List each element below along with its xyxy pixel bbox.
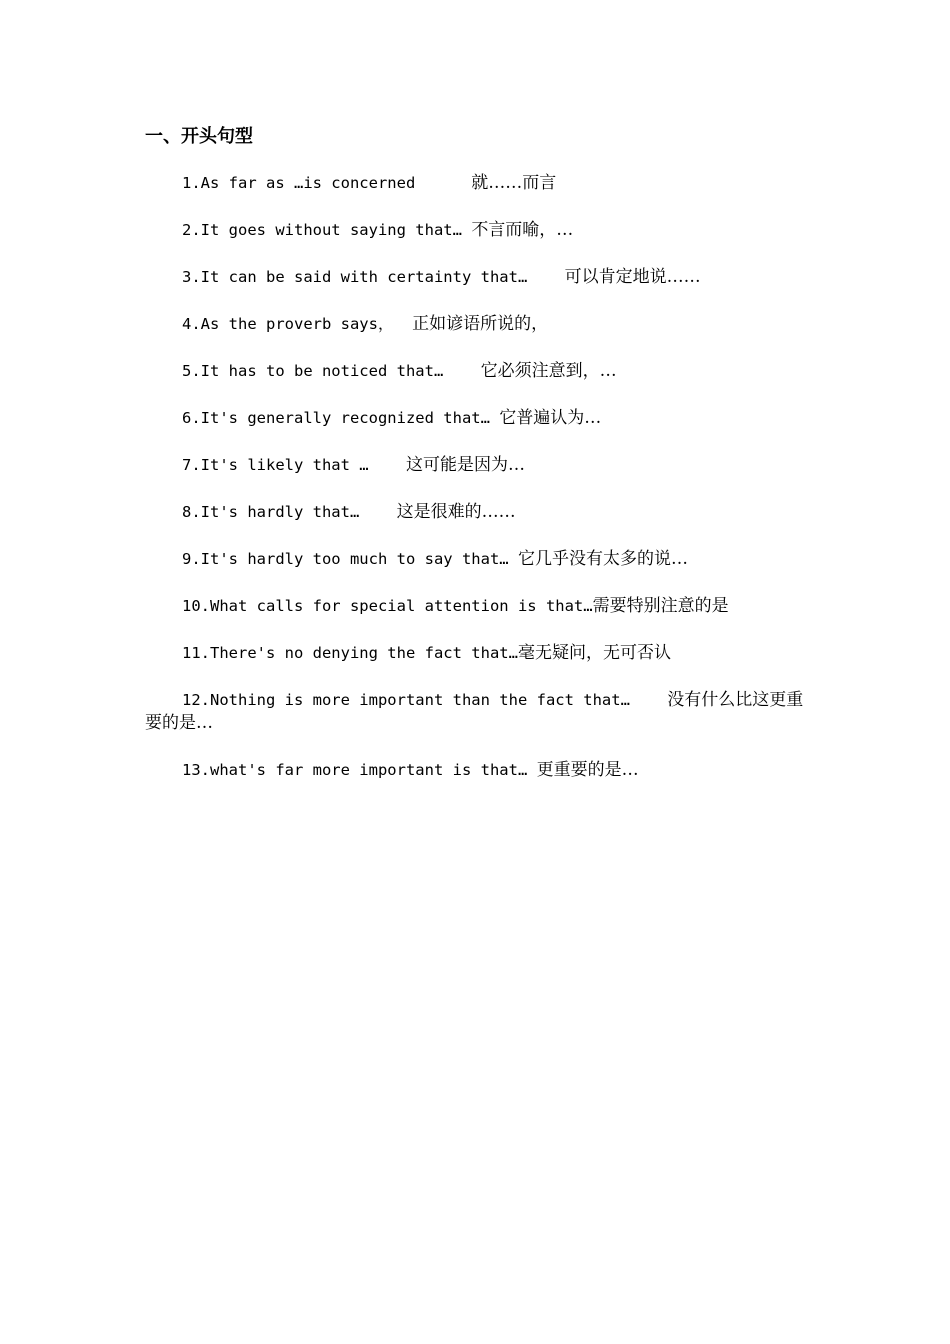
phrase-chinese: 可以肯定地说…… — [564, 267, 701, 287]
phrase-chinese: 它几乎没有太多的说… — [517, 549, 688, 569]
phrase-english: 4.As the proverb says， — [182, 315, 394, 333]
list-item — [145, 642, 810, 665]
list-item — [145, 548, 810, 571]
phrase-chinese: 就……而言 — [471, 173, 557, 193]
phrase-english: 7.It's likely that … — [182, 456, 369, 474]
list-item — [145, 313, 810, 336]
phrase-english: 3.It can be said with certainty that… — [182, 268, 528, 286]
list-item — [145, 172, 810, 195]
phrase-chinese: 没有什么比这更重要的是… — [145, 690, 804, 733]
list-item — [145, 689, 810, 735]
list-item — [145, 759, 810, 782]
phrase-chinese: 这是很难的…… — [396, 502, 516, 522]
phrase-chinese: 它普遍认为… — [499, 408, 602, 428]
phrase-english: 9.It's hardly too much to say that… — [182, 550, 509, 568]
phrase-chinese: 更重要的是… — [536, 760, 639, 780]
phrase-english: 12.Nothing is more important than the fact that… — [182, 691, 630, 709]
phrase-chinese: 不言而喻，… — [471, 220, 574, 240]
list-item — [145, 454, 810, 477]
list-item — [145, 595, 810, 618]
phrase-chinese: 正如谚语所说的， — [412, 314, 549, 334]
list-item — [145, 407, 810, 430]
list-item — [145, 501, 810, 524]
phrase-english: 1.As far as …is concerned — [182, 174, 416, 192]
phrase-english: 13.what's far more important is that… — [182, 761, 528, 779]
phrase-chinese: 毫无疑问，无可否认 — [517, 643, 671, 663]
list-item — [145, 360, 810, 383]
phrase-english: 5.It has to be noticed that… — [182, 362, 444, 380]
phrase-english: 2.It goes without saying that… — [182, 221, 462, 239]
phrase-english: 10.What calls for special attention is that… — [182, 597, 593, 615]
phrase-chinese: 这可能是因为… — [405, 455, 525, 475]
phrase-english: 6.It's generally recognized that… — [182, 409, 490, 427]
list-item — [145, 266, 810, 289]
section-heading: 一、开头句型 — [145, 126, 253, 147]
phrase-list — [145, 172, 810, 806]
phrase-english: 11.There's no denying the fact that… — [182, 644, 518, 662]
phrase-english: 8.It's hardly that… — [182, 503, 360, 521]
phrase-chinese: 它必须注意到，… — [480, 361, 617, 381]
phrase-chinese: 需要特别注意的是 — [592, 596, 729, 616]
list-item — [145, 219, 810, 242]
